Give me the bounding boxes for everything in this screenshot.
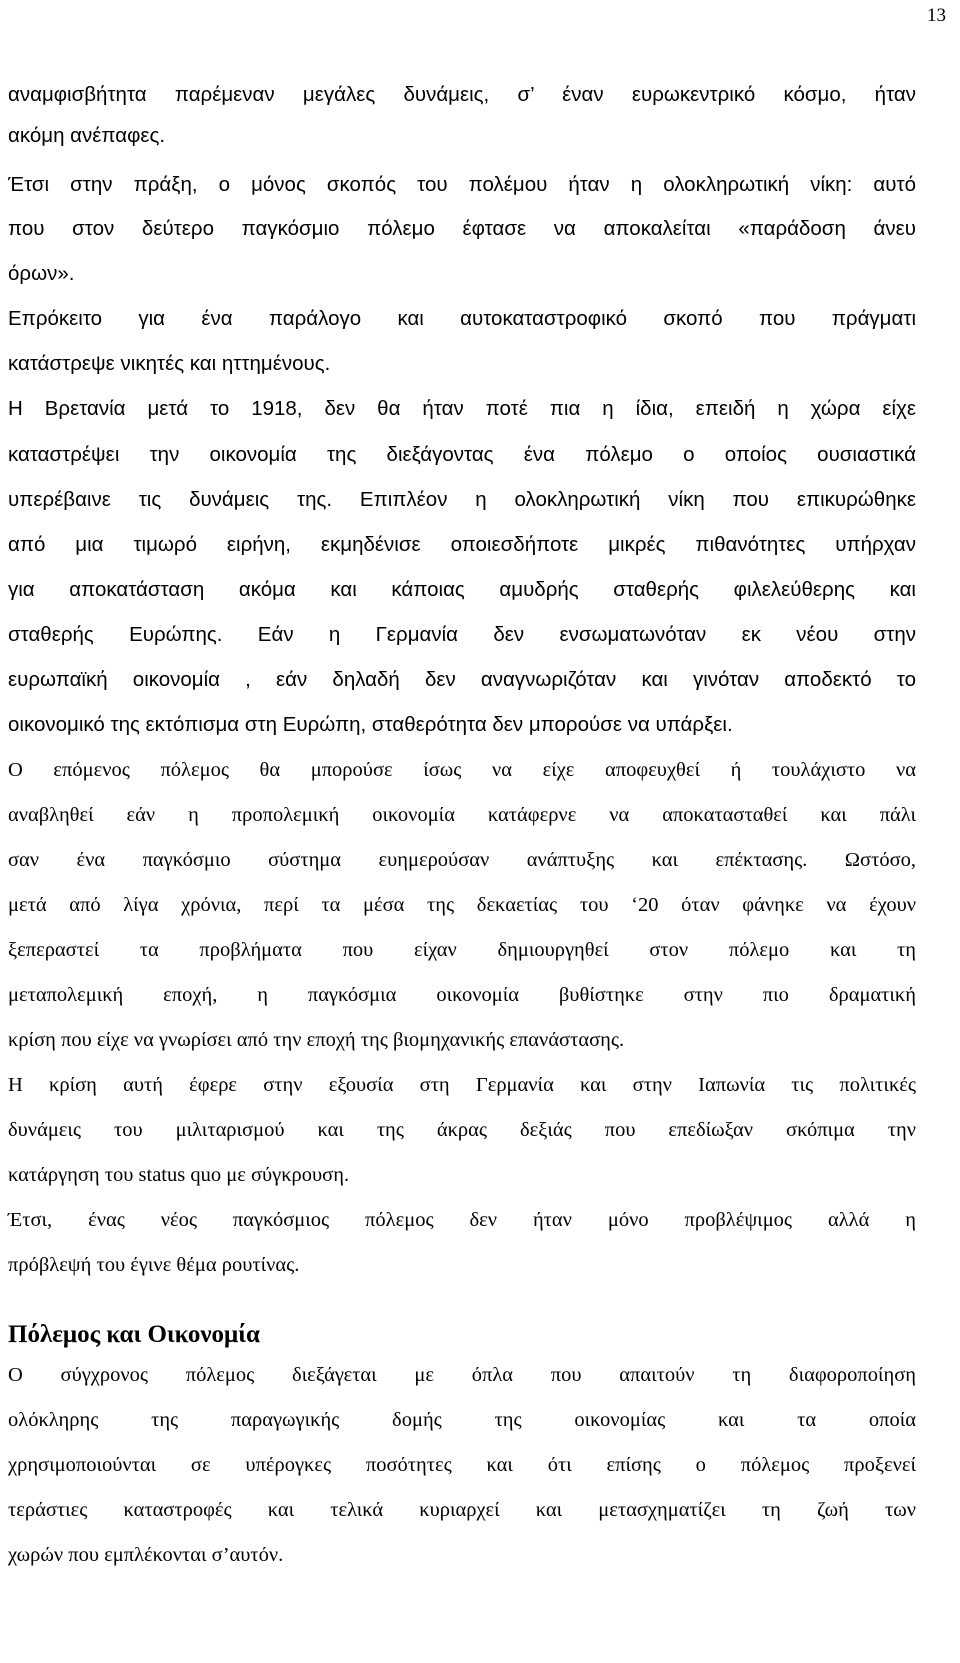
text-line: υπερέβαινε τις δυνάμεις της. Επιπλέον η ολοκληρωτική νίκη που επικυρώθηκε [8,488,916,511]
text-line: χρησιμοποιούνται σε υπέρογκες ποσότητες και ότι επίσης ο πόλεμος προξενεί [8,1454,916,1476]
text-line: από μια τιμωρό ειρήνη, εκμηδένισε οποιεσδήποτε μικρές πιθανότητες υπήρχαν [8,533,916,556]
text-line: αναβληθεί εάν η προπολεμική οικονομία κατάφερνε να αποκατασταθεί και πάλι [8,804,916,826]
text-line: κατάργηση του status quo με σύγκρουση. [8,1164,350,1186]
text-line: ευρωπαϊκή οικονομία , εάν δηλαδή δεν αναγνωριζόταν και γινόταν αποδεκτό το [8,668,916,691]
text-line: κρίση που είχε να γνωρίσει από την εποχή της βιομηχανικής επανάστασης. [8,1029,625,1051]
text-line: μεταπολεμική εποχή, η παγκόσμια οικονομία βυθίστηκε στην πιο δραματική [8,984,916,1006]
text-line: τεράστιες καταστροφές και τελικά κυριαρχεί και μετασχηματίζει τη ζωή των [8,1499,916,1521]
text-line: Έτσι, ένας νέος παγκόσμιος πόλεμος δεν ήταν μόνο προβλέψιμος αλλά η [8,1209,916,1231]
text-line: πρόβλεψή του έγινε θέμα ρουτίνας. [8,1254,300,1276]
text-line: ξεπεραστεί τα προβλήματα που είχαν δημιουργηθεί στον πόλεμο και τη [8,939,916,961]
text-line: Η κρίση αυτή έφερε στην εξουσία στη Γερμανία και στην Ιαπωνία τις πολιτικές [8,1074,916,1096]
text-line: σαν ένα παγκόσμιο σύστημα ευημερούσαν ανάπτυξης και επέκτασης. Ωστόσο, [8,849,916,871]
text-line: Ο επόμενος πόλεμος θα μπορούσε ίσως να είχε αποφευχθεί ή τουλάχιστο να [8,759,916,781]
section-heading: Πόλεμος και Οικονομία [8,1321,260,1348]
text-line: μετά από λίγα χρόνια, περί τα μέσα της δεκαετίας του ‘20 όταν φάνηκε να έχουν [8,894,916,916]
text-line: δυνάμεις του μιλιταρισμού και της άκρας δεξιάς που επεδίωξαν σκόπιμα την [8,1119,916,1141]
text-line: ακόμη ανέπαφες. [8,124,166,147]
text-line: Έτσι στην πράξη, ο μόνος σκοπός του πολέμου ήταν η ολοκληρωτική νίκη: αυτό [8,173,916,196]
text-line: χωρών που εμπλέκονται σ’αυτόν. [8,1544,284,1566]
text-line: για αποκατάσταση ακόμα και κάποιας αμυδρής σταθερής φιλελεύθερης και [8,578,916,601]
text-line: οικονομικό της εκτόπισμα στη Ευρώπη, σταθερότητα δεν μπορούσε να υπάρξει. [8,713,733,736]
text-line: που στον δεύτερο παγκόσμιο πόλεμο έφτασε να αποκαλείται «παράδοση άνευ [8,217,916,240]
text-line: Επρόκειτο για ένα παράλογο και αυτοκαταστροφικό σκοπό που πράγματι [8,307,916,330]
text-line: όρων». [8,262,75,285]
text-line: κατάστρεψε νικητές και ηττημένους. [8,352,331,375]
text-line: αναμφισβήτητα παρέμεναν μεγάλες δυνάμεις, σ’ έναν ευρωκεντρικό κόσμο, ήταν [8,83,916,106]
text-line: καταστρέψει την οικονομία της διεξάγοντας ένα πόλεμο ο οποίος ουσιαστικά [8,443,916,466]
page-number: 13 [927,5,946,26]
text-line: ολόκληρης της παραγωγικής δομής της οικονομίας και τα οποία [8,1409,916,1431]
text-line: Ο σύγχρονος πόλεμος διεξάγεται με όπλα που απαιτούν τη διαφοροποίηση [8,1364,916,1386]
text-line: Η Βρετανία μετά το 1918, δεν θα ήταν ποτέ πια η ίδια, επειδή η χώρα είχε [8,397,916,420]
text-line: σταθερής Ευρώπης. Εάν η Γερμανία δεν ενσωματωνόταν εκ νέου στην [8,623,916,646]
